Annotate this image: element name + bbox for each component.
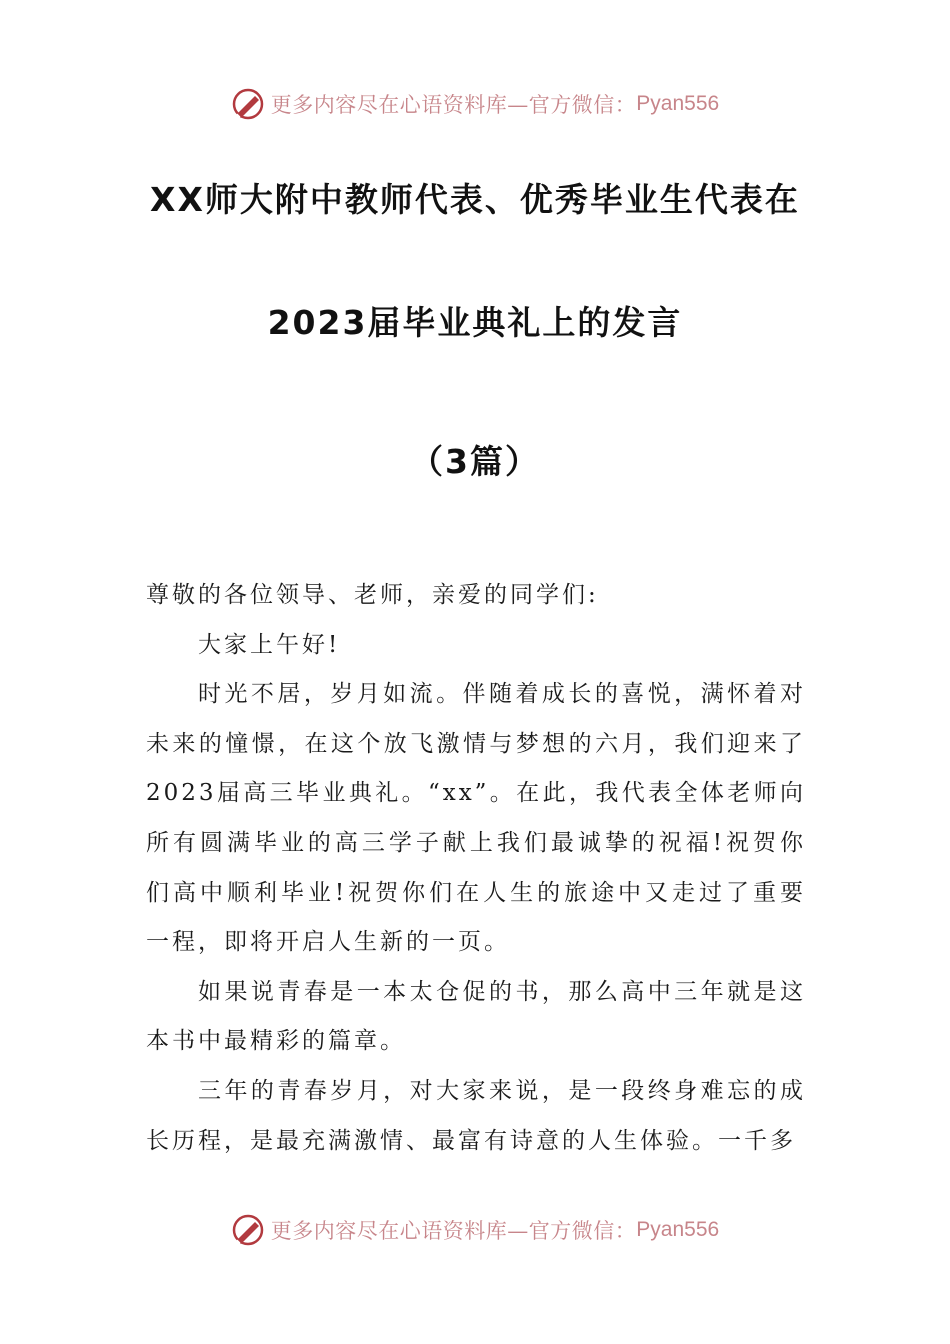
paragraph: 如果说青春是一本太仓促的书，那么高中三年就是这本书中最精彩的篇章。 (146, 978, 806, 1055)
paragraph: 时光不居，岁月如流。伴随着成长的喜悦，满怀着对未来的憧憬，在这个放飞激情与梦想的六月，我们迎来了2023届高三毕业典礼。“xx”。在此，我代表全体老师向所有圆满毕业的高三学子献上我们最诚挚的祝福!祝贺你们高中顺利毕业!祝贺你们在人生的旅途中又走过了重要一程，即将开启人生新的一页。 (146, 681, 806, 956)
paragraph: 大家上午好! (198, 631, 341, 658)
paragraph: 三年的青春岁月，对大家来说，是一段终身难忘的成长历程，是最充满激情、最富有诗意的人生体验。一千多 (146, 1077, 806, 1154)
watermark-text: 更多内容尽在心语资料库—官方微信： (270, 1219, 637, 1243)
watermark-footer (0, 1210, 950, 1250)
pen-logo-icon (231, 87, 265, 121)
watermark-wechat-id: Pyan556 (636, 92, 720, 115)
pen-logo-icon (231, 1213, 265, 1247)
watermark-header (0, 84, 950, 124)
speech-body (146, 571, 806, 1166)
title-line-2: 2023届毕业典礼上的发言 (267, 303, 683, 342)
title-line-3: （3篇） (410, 442, 540, 481)
watermark-text: 更多内容尽在心语资料库—官方微信： (270, 93, 637, 117)
watermark-wechat-id: Pyan556 (636, 1218, 720, 1241)
title-line-1: XX师大附中教师代表、优秀毕业生代表在 (150, 180, 800, 219)
salutation: 尊敬的各位领导、老师，亲爱的同学们: (146, 582, 599, 608)
